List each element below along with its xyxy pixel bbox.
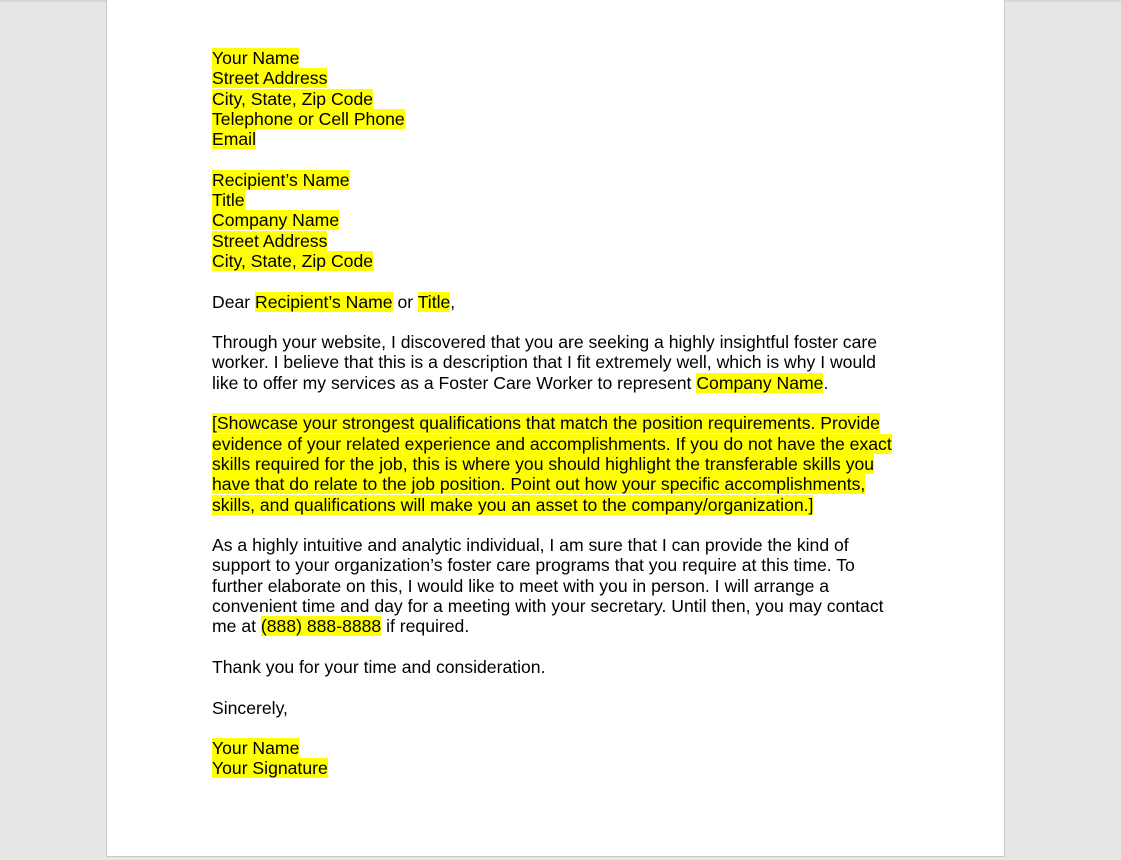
closing-paragraph <box>212 535 912 636</box>
recipient-street[interactable]: Street Address <box>212 230 328 251</box>
salutation-recipient-name[interactable]: Recipient’s Name <box>255 291 393 312</box>
intro-last-suffix: . <box>823 372 829 393</box>
salutation <box>212 292 912 312</box>
closing-line: As a highly intuitive and analytic individual, I am sure that I can provide the kind of <box>212 535 849 556</box>
sender-phone[interactable]: Telephone or Cell Phone <box>212 108 405 129</box>
closing-last-suffix: if required. <box>381 616 470 637</box>
signature-line[interactable]: Your Signature <box>212 758 328 779</box>
sender-email[interactable]: Email <box>212 129 256 150</box>
salutation-middle: or <box>392 291 418 312</box>
contact-phone[interactable]: (888) 888-8888 <box>260 616 382 637</box>
signature-block <box>212 738 912 779</box>
recipient-city-state-zip[interactable]: City, State, Zip Code <box>212 250 374 271</box>
sender-city-state-zip[interactable]: City, State, Zip Code <box>212 88 374 109</box>
closing-line: support to your organization’s foster care programs that you require at this time. To <box>212 555 855 576</box>
recipient-name[interactable]: Recipient’s Name <box>212 169 350 190</box>
sign-off: Sincerely, <box>212 697 288 718</box>
closing-last-prefix: me at <box>212 616 261 637</box>
intro-line: worker. I believe that this is a description that I fit extremely well, which is why I would <box>212 352 876 373</box>
signature-name[interactable]: Your Name <box>212 738 300 759</box>
intro-paragraph <box>212 332 912 393</box>
letter-body[interactable] <box>212 48 912 779</box>
intro-last-prefix: like to offer my services as a Foster Care Worker to represent <box>212 372 697 393</box>
salutation-title[interactable]: Title <box>417 291 451 312</box>
document-page[interactable] <box>106 0 1005 857</box>
qualifications-line[interactable]: [Showcase your strongest qualifications that match the position requirements. Provide <box>212 413 880 434</box>
sender-name[interactable]: Your Name <box>212 48 300 68</box>
intro-company-name[interactable]: Company Name <box>696 372 824 393</box>
qualifications-line[interactable]: evidence of your related experience and accomplishments. If you do not have the exact <box>212 433 892 454</box>
salutation-suffix: , <box>450 291 456 312</box>
recipient-company[interactable]: Company Name <box>212 210 340 231</box>
qualifications-line[interactable]: have that do relate to the job position. Point out how your specific accomplishments, <box>212 474 866 495</box>
sender-block <box>212 48 912 149</box>
recipient-block <box>212 170 912 271</box>
qualifications-line[interactable]: skills, and qualifications will make you an asset to the company/organization.] <box>212 494 814 515</box>
thanks-line: Thank you for your time and consideration. <box>212 656 546 677</box>
closing-line: further elaborate on this, I would like to meet with you in person. I will arrange a <box>212 575 830 596</box>
salutation-prefix: Dear <box>212 291 256 312</box>
qualifications-line[interactable]: skills required for the job, this is where you should highlight the transferable skills you <box>212 453 875 474</box>
intro-line: Through your website, I discovered that you are seeking a highly insightful foster care <box>212 332 878 353</box>
qualifications-paragraph[interactable] <box>212 413 912 514</box>
closing-line: convenient time and day for a meeting with your secretary. Until then, you may contact <box>212 596 884 617</box>
recipient-title[interactable]: Title <box>212 190 245 211</box>
sender-street[interactable]: Street Address <box>212 68 328 89</box>
